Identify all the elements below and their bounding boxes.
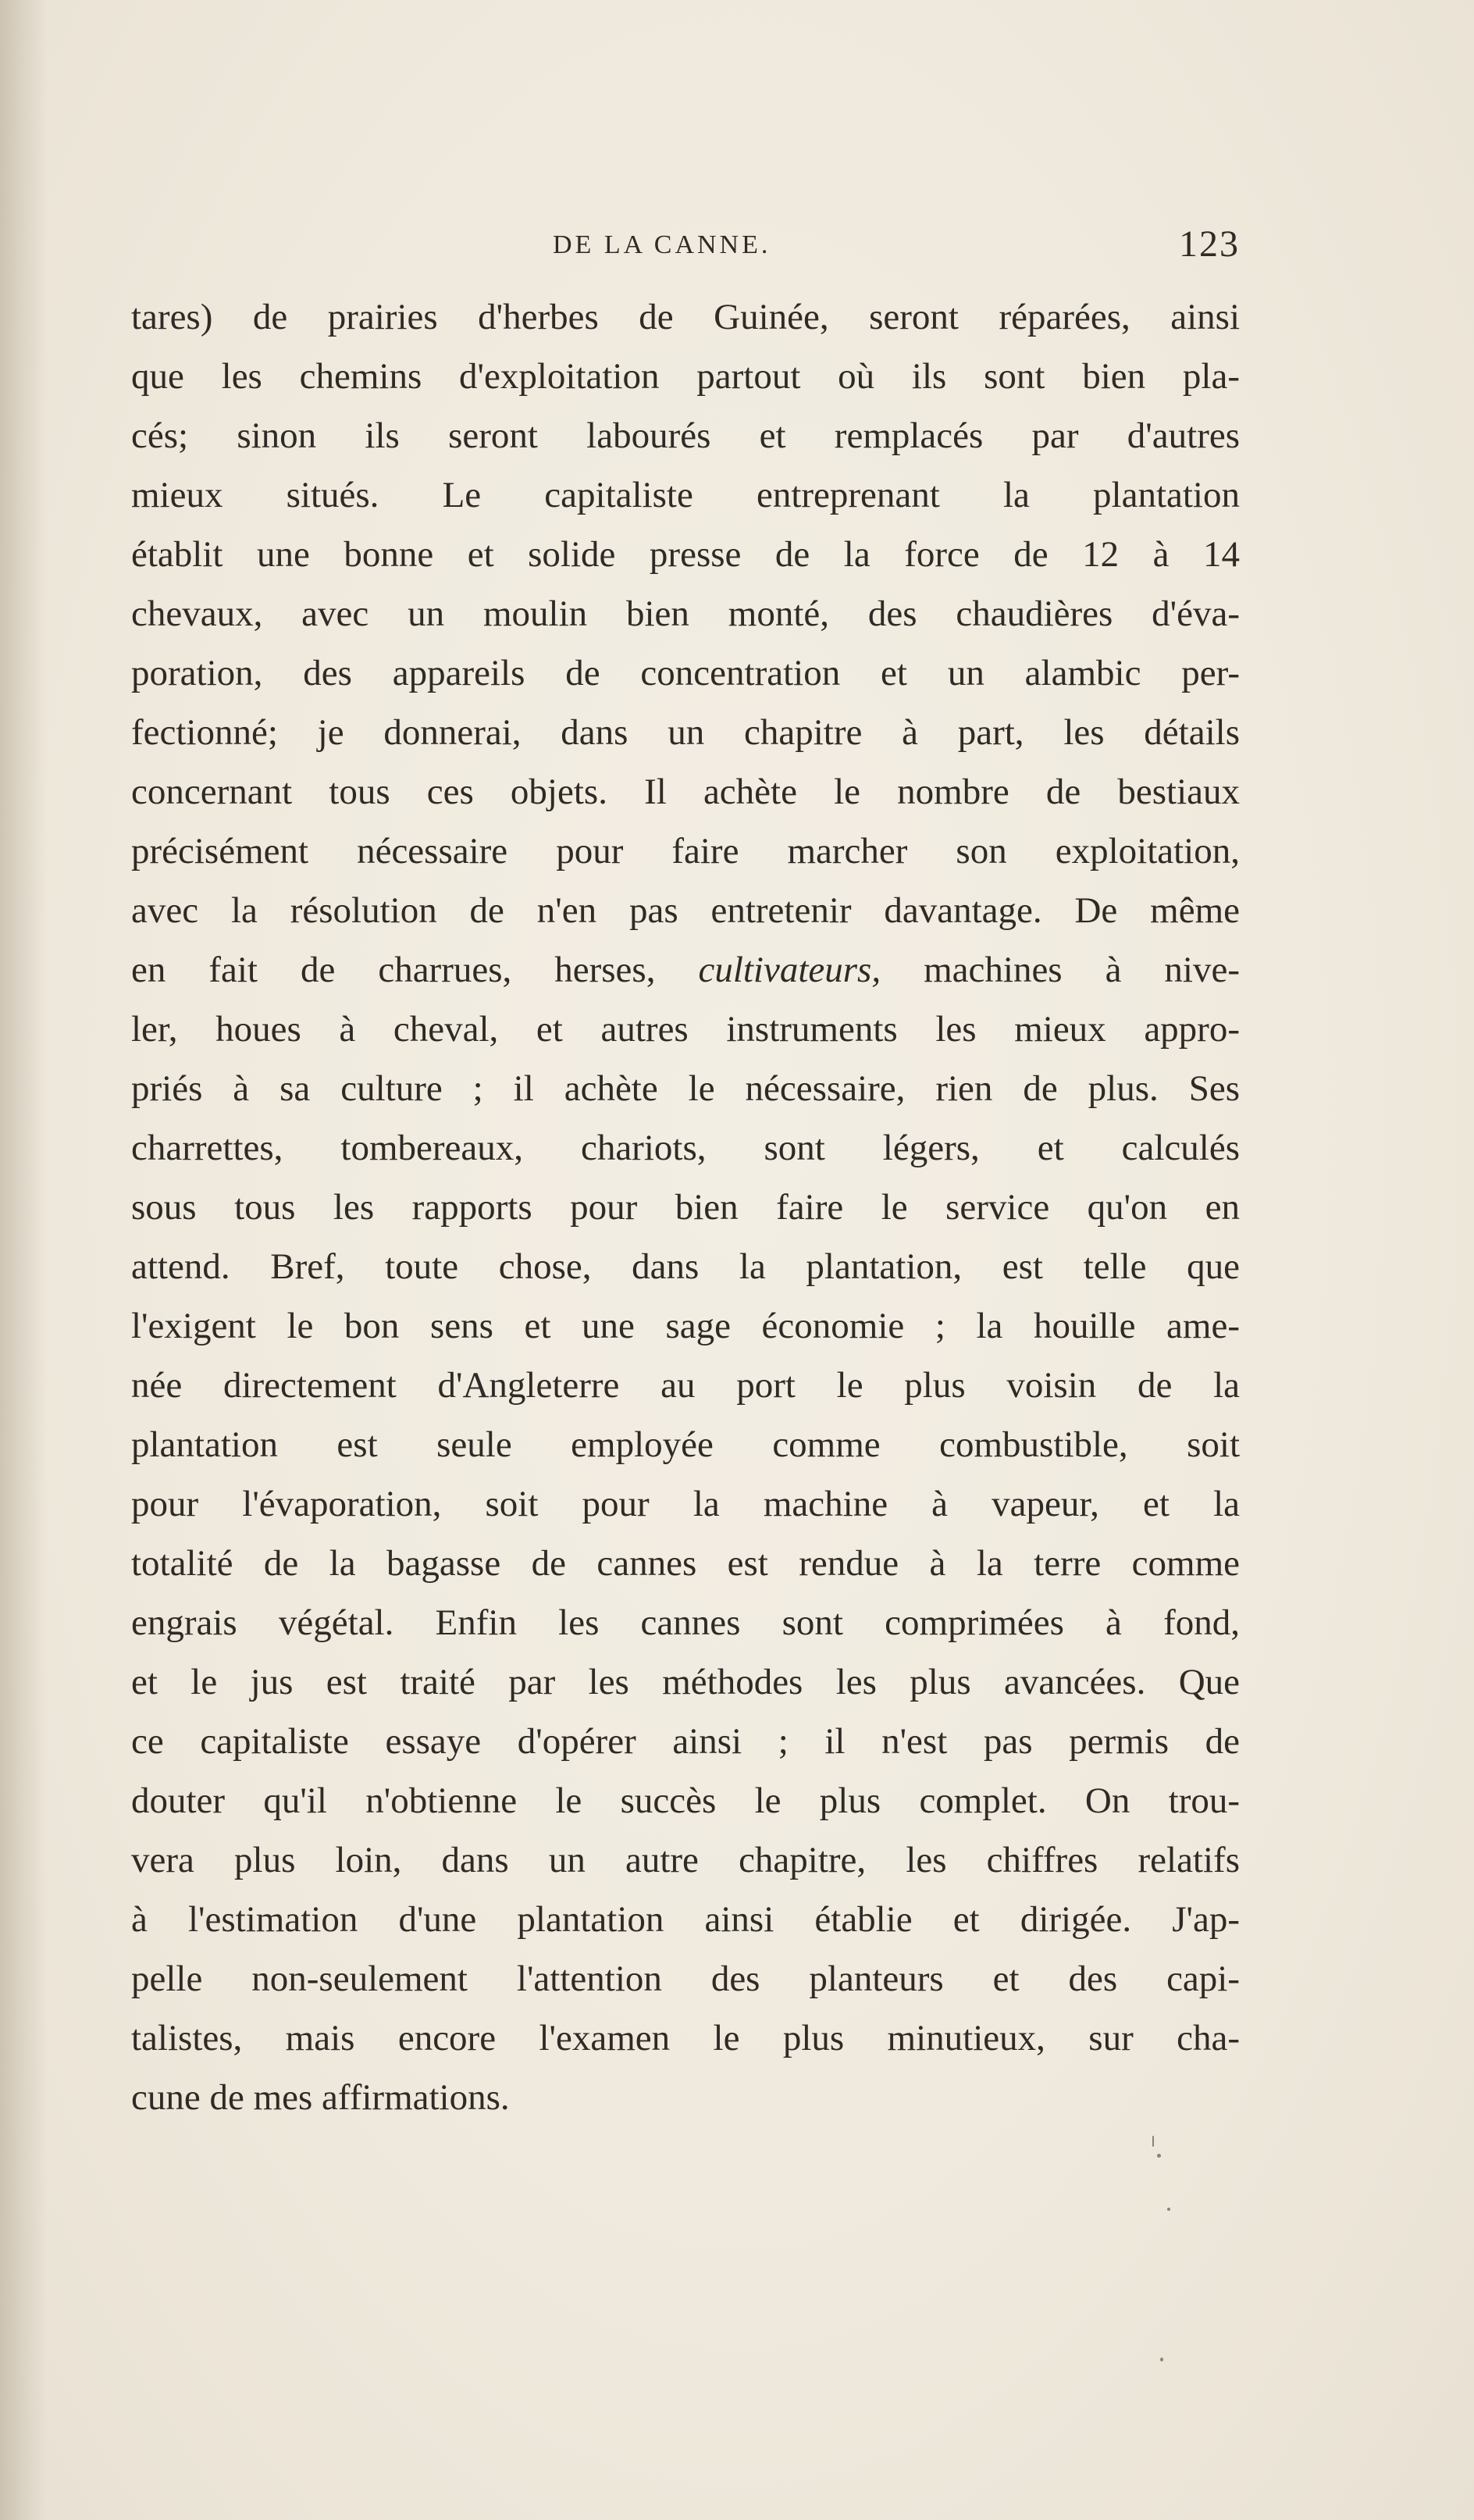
text-line: vera plus loin, dans un autre chapitre, les chiffres relatifs xyxy=(131,1840,1240,1880)
paper-speck xyxy=(1160,2358,1163,2361)
body-text xyxy=(131,287,1240,2127)
paper-speck xyxy=(1152,2136,1154,2147)
text-segment: en fait de charrues, herses, xyxy=(131,950,699,990)
text-line: sous tous les rapports pour bien faire le service qu'on en xyxy=(131,1187,1240,1228)
text-line: cune de mes affirmations. xyxy=(131,2077,510,2118)
text-line: ce capitaliste essaye d'opérer ainsi ; il n'est pas permis de xyxy=(131,1721,1240,1762)
text-line: fectionné; je donnerai, dans un chapitre à part, les détails xyxy=(131,712,1240,753)
text-line: engrais végétal. Enfin les cannes sont comprimées à fond, xyxy=(131,1602,1240,1643)
text-line: à l'estimation d'une plantation ainsi établie et dirigée. J'ap- xyxy=(131,1899,1240,1940)
text-line: douter qu'il n'obtienne le succès le plus complet. On trou- xyxy=(131,1780,1240,1821)
text-line: totalité de la bagasse de cannes est rendue à la terre comme xyxy=(131,1543,1240,1584)
text-line: talistes, mais encore l'examen le plus minutieux, sur cha- xyxy=(131,2018,1240,2058)
page-number: 123 xyxy=(1179,223,1240,265)
text-line: établit une bonne et solide presse de la force de 12 à 14 xyxy=(131,534,1240,575)
binding-shadow xyxy=(0,0,47,2520)
text-line: priés à sa culture ; il achète le nécessaire, rien de plus. Ses xyxy=(131,1068,1240,1109)
text-line: l'exigent le bon sens et une sage économie ; la houille ame- xyxy=(131,1306,1240,1346)
text-line: précisément nécessaire pour faire marcher son exploitation, xyxy=(131,831,1240,871)
text-line: poration, des appareils de concentration et un alambic per- xyxy=(131,653,1240,693)
text-line: ler, houes à cheval, et autres instruments les mieux appro- xyxy=(131,1009,1240,1050)
text-segment: machines à nive- xyxy=(881,950,1241,990)
text-line: plantation est seule employée comme combustible, soit xyxy=(131,1424,1240,1465)
text-line: que les chemins d'exploitation partout où ils sont bien pla- xyxy=(131,356,1240,397)
text-line: pour l'évaporation, soit pour la machine à vapeur, et la xyxy=(131,1484,1240,1524)
text-line: née directement d'Angleterre au port le plus voisin de la xyxy=(131,1365,1240,1406)
text-line: charrettes, tombereaux, chariots, sont légers, et calculés xyxy=(131,1128,1240,1168)
italic-term: cultivateurs, xyxy=(698,950,881,990)
text-line: concernant tous ces objets. Il achète le nombre de bestiaux xyxy=(131,772,1240,812)
text-line: et le jus est traité par les méthodes les plus avancées. Que xyxy=(131,1662,1240,1702)
text-line: mieux situés. Le capitaliste entreprenant la plantation xyxy=(131,475,1240,515)
text-line: avec la résolution de n'en pas entretenir davantage. De même xyxy=(131,890,1240,931)
text-line: cés; sinon ils seront labourés et remplacés par d'autres xyxy=(131,415,1240,456)
text-line: attend. Bref, toute chose, dans la plantation, est telle que xyxy=(131,1246,1240,1287)
running-head xyxy=(131,223,1240,269)
text-line: tares) de prairies d'herbes de Guinée, seront réparées, ainsi xyxy=(131,297,1240,337)
paper-speck xyxy=(1167,2208,1170,2211)
text-line xyxy=(131,940,1240,1000)
text-line: pelle non-seulement l'attention des planteurs et des capi- xyxy=(131,1959,1240,1999)
text-line: chevaux, avec un moulin bien monté, des chaudières d'éva- xyxy=(131,593,1240,634)
running-title: DE LA CANNE. xyxy=(553,230,771,259)
paper-speck xyxy=(1157,2154,1161,2158)
